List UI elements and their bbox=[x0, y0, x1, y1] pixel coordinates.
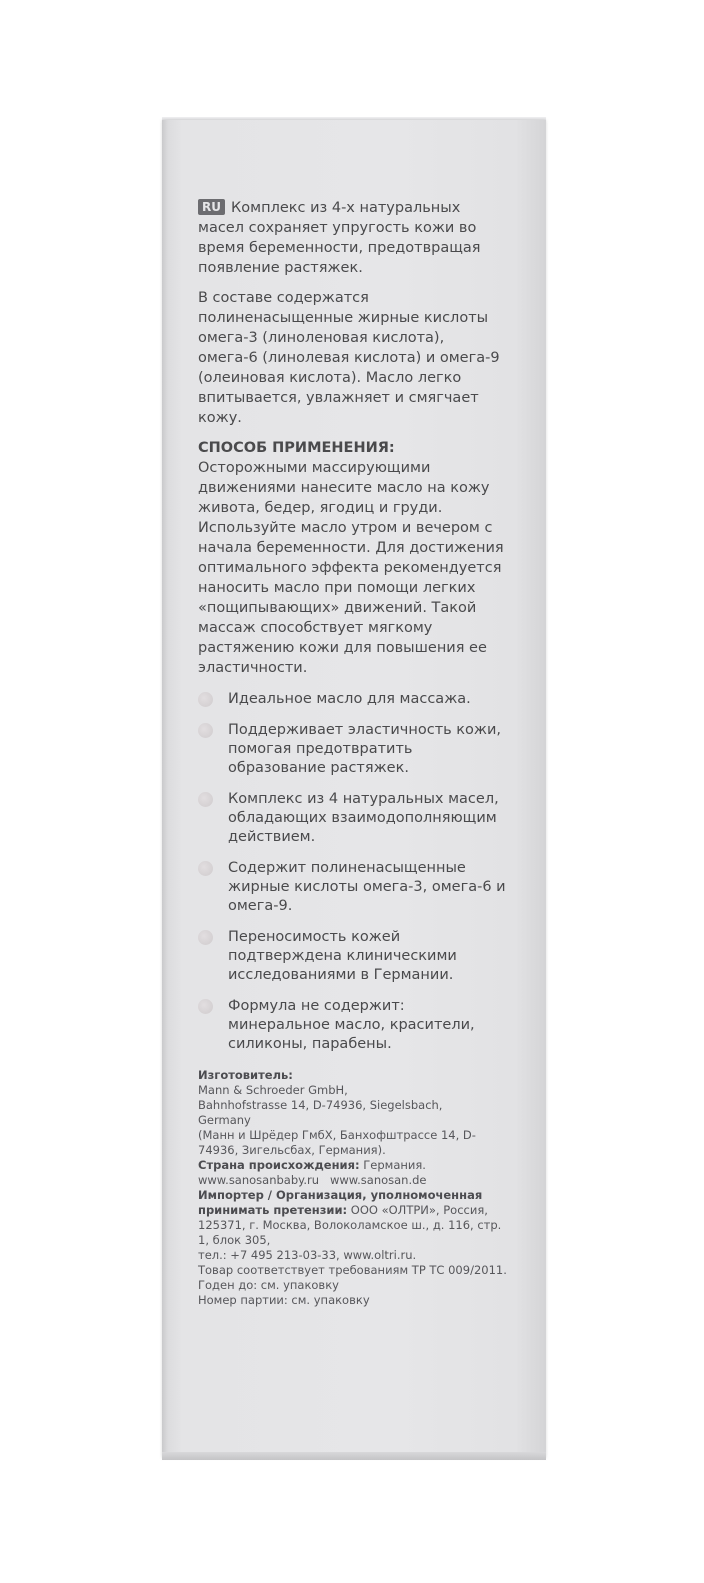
benefit-item: Формула не содержит: минеральное масло, красители, силиконы, парабены. bbox=[198, 997, 508, 1054]
websites: www.sanosanbaby.ru www.sanosan.de bbox=[198, 1173, 427, 1187]
bullet-dot-icon bbox=[198, 861, 213, 876]
benefit-item: Комплекс из 4 натуральных масел, обладающих взаимодополняющим действием. bbox=[198, 790, 508, 847]
bullet-dot-icon bbox=[198, 930, 213, 945]
panel-text bbox=[198, 198, 508, 1308]
intro-text: Комплекс из 4-х натуральных масел сохраняет упругость кожи во время беременности, предотвращая появление растяжек. bbox=[198, 200, 481, 276]
manufacturer-address: Bahnhofstrasse 14, D-74936, Siegelsbach, bbox=[198, 1098, 443, 1112]
intro-paragraph bbox=[198, 198, 508, 278]
benefit-item: Поддерживает эластичность кожи, помогая предотвратить образование растяжек. bbox=[198, 721, 508, 778]
importer-value: ООО «ОЛТРИ», Россия, 125371, г. Москва, Волоколамское ш., д. 116, стр. 1, блок 305, bbox=[198, 1203, 502, 1247]
bullet-dot-icon bbox=[198, 792, 213, 807]
importer-line bbox=[198, 1188, 508, 1248]
benefit-item: Идеальное масло для массажа. bbox=[198, 690, 508, 709]
language-badge: RU bbox=[198, 199, 225, 215]
manufacturer-info bbox=[198, 1068, 508, 1308]
box-bottom-edge bbox=[162, 1452, 546, 1460]
manufacturer-country: Germany bbox=[198, 1113, 251, 1127]
origin-label: Страна происхождения: bbox=[198, 1158, 360, 1172]
bullet-dot-icon bbox=[198, 692, 213, 707]
origin-line bbox=[198, 1158, 508, 1173]
contacts: тел.: +7 495 213-03-33, www.oltri.ru. bbox=[198, 1248, 417, 1262]
composition-paragraph: В составе содержатся полиненасыщенные жирные кислоты омега-3 (линоленовая кислота), омега-6 (линолевая кислота) и омега-9 (олеиновая кислота). Масло легко впитывается, увлажняет и смягчает кожу. bbox=[198, 290, 500, 426]
origin-value: Германия. bbox=[363, 1158, 426, 1172]
benefits-list bbox=[198, 690, 508, 1054]
compliance: Товар соответствует требованиям ТР ТС 009/2011. bbox=[198, 1263, 507, 1277]
batch-number: Номер партии: см. упаковку bbox=[198, 1293, 370, 1307]
manufacturer-label: Изготовитель: bbox=[198, 1068, 293, 1082]
usage-heading: СПОСОБ ПРИМЕНЕНИЯ: bbox=[198, 440, 395, 456]
manufacturer-name: Mann & Schroeder GmbH, bbox=[198, 1083, 348, 1097]
manufacturer-translit: (Манн и Шрёдер ГмбХ, Банхофштрассе 14, D-74936, Зигельсбах, Германия). bbox=[198, 1128, 476, 1157]
expiry: Годен до: см. упаковку bbox=[198, 1278, 339, 1292]
usage-paragraph: Осторожными массирующими движениями нанесите масло на кожу живота, бедер, ягодиц и груди. Используйте масло утром и вечером с начала беременности. Для достижения оптимального эффекта рекомендуется наносить масло при помощи легких «пощипывающих» движений. Такой массаж способствует мягкому растяжению кожи для повышения ее эластичности. bbox=[198, 460, 504, 676]
bullet-dot-icon bbox=[198, 999, 213, 1014]
benefit-item: Содержит полиненасыщенные жирные кислоты омега-3, омега-6 и омега-9. bbox=[198, 859, 508, 916]
benefit-item: Переносимость кожей подтверждена клиническими исследованиями в Германии. bbox=[198, 928, 508, 985]
importer-label: Импортер / Организация, уполномоченная принимать претензии: bbox=[198, 1188, 483, 1217]
bullet-dot-icon bbox=[198, 723, 213, 738]
